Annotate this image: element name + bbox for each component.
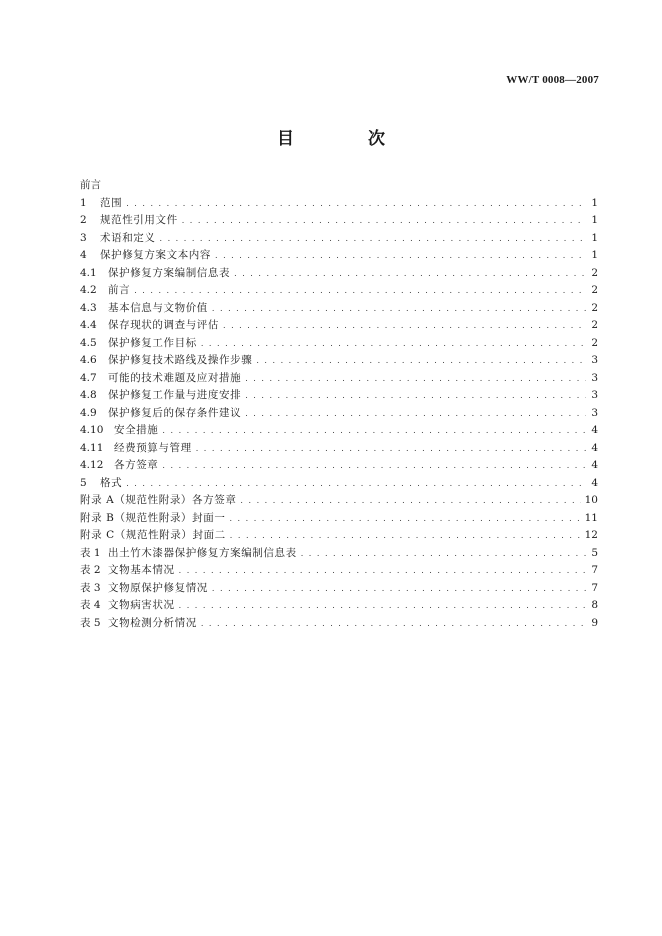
toc-leader-dots — [126, 475, 586, 493]
toc-entry-number: 5 — [80, 476, 87, 489]
toc-entry-number: 4.4 — [80, 319, 97, 331]
toc-entry[interactable] — [80, 387, 598, 405]
toc-entry-page: 4 — [591, 441, 598, 454]
toc-leader-dots — [201, 615, 586, 633]
toc-entry[interactable] — [80, 265, 598, 283]
toc-entry-page: 3 — [591, 354, 598, 366]
toc-entry-label: 安全措施 — [114, 424, 159, 436]
toc-entry-page: 9 — [591, 616, 598, 629]
toc-entry-page: 2 — [591, 301, 598, 314]
toc-entry-label: 保护修复后的保存条件建议 — [108, 406, 242, 419]
toc-entry-number: 表 1 — [80, 546, 101, 559]
toc-entry-page: 12 — [584, 529, 598, 541]
toc-entry-label: 文物原保护修复情况 — [108, 581, 208, 594]
toc-leader-dots — [229, 510, 580, 528]
table-of-contents — [80, 177, 598, 632]
toc-entry-label: 保护修复工作目标 — [108, 336, 197, 349]
toc-entry-number: 表 2 — [80, 564, 101, 576]
toc-entry-label: 保存现状的调查与评估 — [108, 319, 219, 331]
toc-entry-page: 8 — [591, 599, 598, 611]
toc-entry-number: 表 5 — [80, 616, 101, 629]
toc-entry[interactable] — [80, 597, 598, 615]
toc-entry-number: 4.2 — [80, 284, 97, 296]
toc-entry-page: 1 — [591, 231, 598, 244]
toc-entry[interactable] — [80, 317, 598, 335]
toc-entry-label: 保护修复方案编制信息表 — [108, 266, 231, 279]
toc-entry-label: 基本信息与文物价值 — [108, 301, 208, 314]
toc-entry[interactable] — [80, 580, 598, 598]
toc-entry[interactable] — [80, 300, 598, 318]
toc-leader-dots — [134, 282, 586, 300]
toc-entries — [80, 195, 598, 633]
toc-entry-page: 7 — [591, 564, 598, 576]
toc-entry-label: 出土竹木漆器保护修复方案编制信息表 — [108, 546, 297, 559]
toc-entry-label: 术语和定义 — [100, 231, 156, 244]
toc-entry-page: 3 — [591, 371, 598, 384]
toc-entry-number: 4.3 — [80, 301, 97, 314]
toc-leader-dots — [182, 212, 586, 230]
toc-entry-label: 保护修复工作量与进度安排 — [108, 389, 242, 401]
toc-entry[interactable] — [80, 230, 598, 248]
toc-entry-number: 4.12 — [80, 459, 104, 471]
toc-entry[interactable] — [80, 195, 598, 213]
toc-leader-dots — [196, 440, 586, 458]
toc-leader-dots — [162, 457, 586, 475]
toc-entry[interactable] — [80, 405, 598, 423]
toc-entry-number: 4.11 — [80, 441, 104, 454]
toc-entry-page: 2 — [591, 319, 598, 331]
toc-leader-dots — [245, 370, 586, 388]
toc-entry-number: 4.6 — [80, 354, 97, 366]
toc-entry[interactable] — [80, 492, 598, 510]
toc-leader-dots — [256, 352, 586, 370]
toc-leader-dots — [212, 300, 586, 318]
toc-entry-label: 文物基本情况 — [108, 564, 175, 576]
toc-entry-number: 表 3 — [80, 581, 101, 594]
toc-entry-number: 1 — [80, 196, 87, 209]
toc-entry[interactable] — [80, 562, 598, 580]
toc-entry-page: 4 — [591, 424, 598, 436]
toc-entry-page: 11 — [584, 511, 598, 524]
toc-leader-dots — [126, 195, 586, 213]
toc-entry-number: 表 4 — [80, 599, 101, 611]
toc-entry-page: 7 — [591, 581, 598, 594]
toc-leader-dots — [162, 422, 586, 440]
toc-leader-dots — [212, 580, 586, 598]
toc-entry[interactable] — [80, 335, 598, 353]
toc-entry-page: 1 — [591, 196, 598, 209]
toc-entry-label: 范围 — [100, 196, 123, 209]
toc-entry-label: 保护修复方案文本内容 — [100, 249, 211, 261]
toc-entry[interactable] — [80, 457, 598, 475]
page-title: 目 次 — [277, 129, 419, 149]
toc-entry-number: 2 — [80, 214, 87, 226]
toc-entry-label: 附录 B（规范性附录）封面一 — [80, 511, 226, 524]
toc-leader-dots — [160, 230, 587, 248]
toc-entry-number: 3 — [80, 231, 87, 244]
toc-entry-page: 5 — [591, 546, 598, 559]
toc-preface[interactable]: 前言 — [80, 179, 101, 191]
toc-entry-page: 3 — [591, 406, 598, 419]
toc-entry-page: 10 — [584, 494, 598, 506]
toc-entry-number: 4.7 — [80, 371, 97, 384]
toc-entry-number: 4.1 — [80, 266, 97, 279]
toc-entry-page: 2 — [591, 284, 598, 296]
toc-entry[interactable] — [80, 475, 598, 493]
toc-leader-dots — [215, 247, 586, 265]
toc-entry-label: 可能的技术难题及应对措施 — [108, 371, 242, 384]
toc-entry-number: 4.5 — [80, 336, 97, 349]
toc-entry-label: 规范性引用文件 — [100, 214, 178, 226]
toc-entry-page: 1 — [591, 249, 598, 261]
toc-leader-dots — [240, 492, 580, 510]
toc-leader-dots — [245, 405, 586, 423]
toc-entry[interactable] — [80, 510, 598, 528]
toc-leader-dots — [179, 562, 586, 580]
toc-leader-dots — [230, 527, 581, 545]
toc-entry-number: 4.10 — [80, 424, 104, 436]
toc-entry-label: 文物检测分析情况 — [108, 616, 197, 629]
toc-entry[interactable] — [80, 282, 598, 300]
standard-code: WW/T 0008—2007 — [506, 74, 599, 86]
toc-entry-label: 文物病害状况 — [108, 599, 175, 611]
toc-entry-label: 附录 C（规范性附录）封面二 — [80, 529, 226, 541]
toc-entry-label: 经费预算与管理 — [114, 441, 192, 454]
toc-entry-number: 4 — [80, 249, 87, 261]
toc-entry[interactable] — [80, 247, 598, 265]
toc-entry-label: 附录 A（规范性附录）各方签章 — [80, 494, 237, 506]
toc-leader-dots — [301, 545, 586, 563]
toc-entry[interactable] — [80, 422, 598, 440]
toc-entry-page: 3 — [591, 389, 598, 401]
toc-entry-number: 4.8 — [80, 389, 97, 401]
toc-entry[interactable] — [80, 440, 598, 458]
toc-entry-page: 2 — [591, 336, 598, 349]
toc-leader-dots — [201, 335, 586, 353]
toc-entry[interactable] — [80, 545, 598, 563]
toc-leader-dots — [234, 265, 586, 283]
toc-leader-dots — [179, 597, 586, 615]
toc-entry-label: 格式 — [100, 476, 123, 489]
toc-entry[interactable] — [80, 527, 598, 545]
toc-leader-dots — [245, 387, 586, 405]
toc-entry[interactable] — [80, 370, 598, 388]
toc-entry[interactable] — [80, 615, 598, 633]
toc-entry-label: 前言 — [108, 284, 131, 296]
toc-leader-dots — [223, 317, 586, 335]
toc-entry-label: 保护修复技术路线及操作步骤 — [108, 354, 253, 366]
toc-entry-page: 1 — [591, 214, 598, 226]
toc-entry-page: 4 — [591, 459, 598, 471]
toc-entry[interactable] — [80, 352, 598, 370]
toc-entry-page: 4 — [591, 476, 598, 489]
toc-entry[interactable] — [80, 212, 598, 230]
toc-entry-page: 2 — [591, 266, 598, 279]
toc-entry-label: 各方签章 — [114, 459, 159, 471]
toc-entry-number: 4.9 — [80, 406, 97, 419]
